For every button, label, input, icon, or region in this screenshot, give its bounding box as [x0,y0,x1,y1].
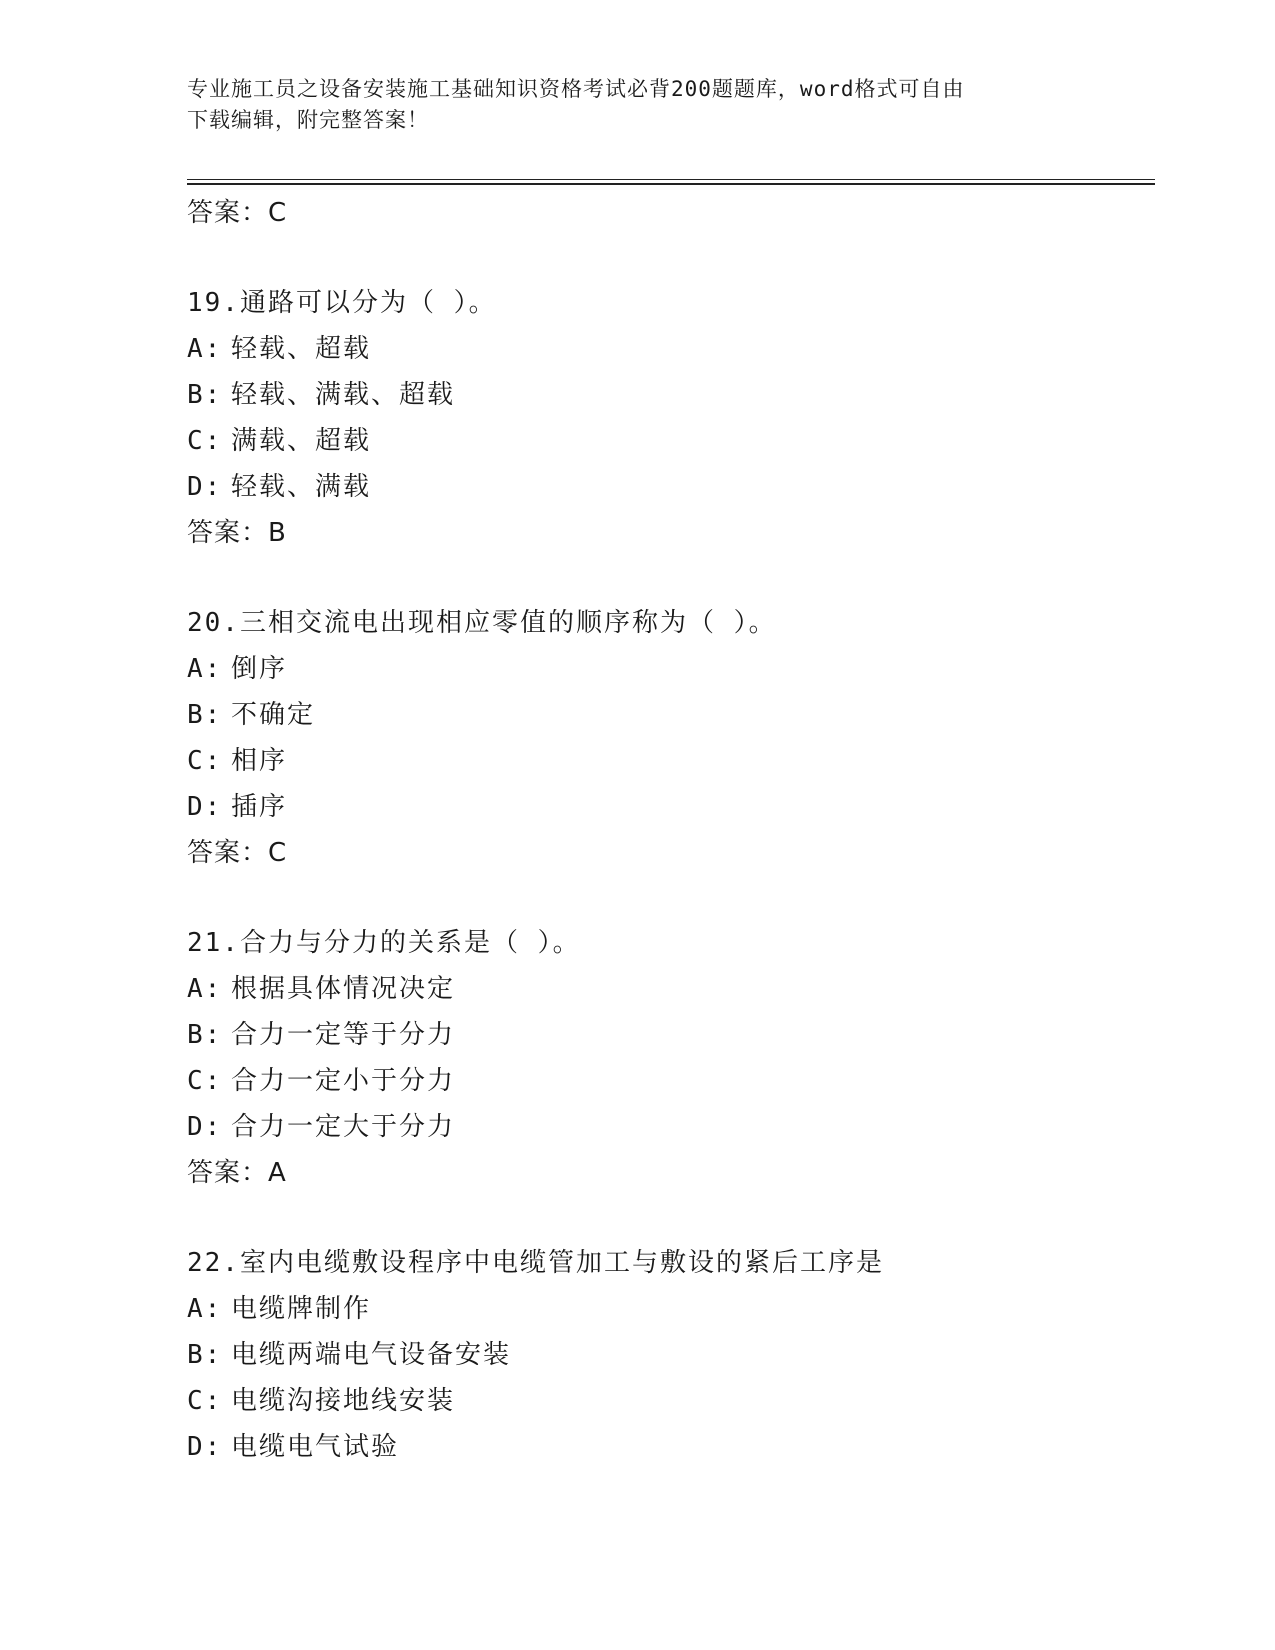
question-text: 19.通路可以分为（ ）。 [187,288,497,318]
option-text: 电缆沟接地线安装 [231,1386,456,1416]
question-block [187,280,1155,556]
option-b [187,1332,1155,1378]
spacer [187,236,1155,280]
option-letter: B: [187,380,223,410]
option-text: 满载、超载 [231,426,372,456]
question-block [187,600,1155,876]
option-text: 轻载、满载、超载 [231,380,456,410]
option-letter: C: [187,1066,223,1096]
spacer [187,876,1155,920]
option-c [187,738,1155,784]
option-a [187,1286,1155,1332]
answer-line: 答案：C [187,838,288,868]
spacer [187,556,1155,600]
option-text: 轻载、超载 [231,334,372,364]
option-letter: B: [187,1340,223,1370]
header-line-2: 下载编辑，附完整答案！ [187,108,429,132]
header-divider-thick [187,183,1155,185]
option-letter: C: [187,746,223,776]
option-letter: C: [187,426,223,456]
option-b [187,372,1155,418]
option-a [187,326,1155,372]
option-c [187,1378,1155,1424]
option-text: 电缆牌制作 [231,1294,372,1324]
answer-line: 答案：C [187,198,288,228]
option-a [187,646,1155,692]
option-letter: D: [187,472,223,502]
option-d [187,1424,1155,1470]
option-letter: A: [187,654,223,684]
option-b [187,692,1155,738]
question-block [187,1240,1155,1470]
spacer [187,1196,1155,1240]
header-line-1: 专业施工员之设备安装施工基础知识资格考试必背200题题库，word格式可自由 [187,77,965,101]
answer-line: 答案：B [187,518,287,548]
option-text: 倒序 [231,654,288,684]
option-text: 电缆两端电气设备安装 [231,1340,512,1370]
answer-line: 答案：A [187,1158,287,1188]
option-text: 合力一定小于分力 [231,1066,456,1096]
option-d [187,1104,1155,1150]
option-letter: D: [187,792,223,822]
option-c [187,1058,1155,1104]
option-d [187,784,1155,830]
document-body [187,190,1155,1470]
option-letter: A: [187,1294,223,1324]
option-text: 轻载、满载 [231,472,372,502]
option-text: 电缆电气试验 [231,1432,400,1462]
option-text: 插序 [231,792,288,822]
option-letter: B: [187,700,223,730]
option-text: 不确定 [231,700,316,730]
header-divider-thin [187,179,1155,180]
option-letter: B: [187,1020,223,1050]
option-text: 相序 [231,746,288,776]
document-header [187,74,1087,136]
option-text: 根据具体情况决定 [231,974,456,1004]
option-a [187,966,1155,1012]
option-b [187,1012,1155,1058]
question-block [187,920,1155,1196]
option-letter: A: [187,974,223,1004]
option-d [187,464,1155,510]
option-letter: A: [187,334,223,364]
option-text: 合力一定大于分力 [231,1112,456,1142]
option-letter: D: [187,1432,223,1462]
option-text: 合力一定等于分力 [231,1020,456,1050]
question-text: 20.三相交流电出现相应零值的顺序称为（ ）。 [187,608,777,638]
option-letter: D: [187,1112,223,1142]
question-text: 21.合力与分力的关系是（ ）。 [187,928,581,958]
question-text: 22.室内电缆敷设程序中电缆管加工与敷设的紧后工序是 [187,1248,884,1278]
option-letter: C: [187,1386,223,1416]
option-c [187,418,1155,464]
